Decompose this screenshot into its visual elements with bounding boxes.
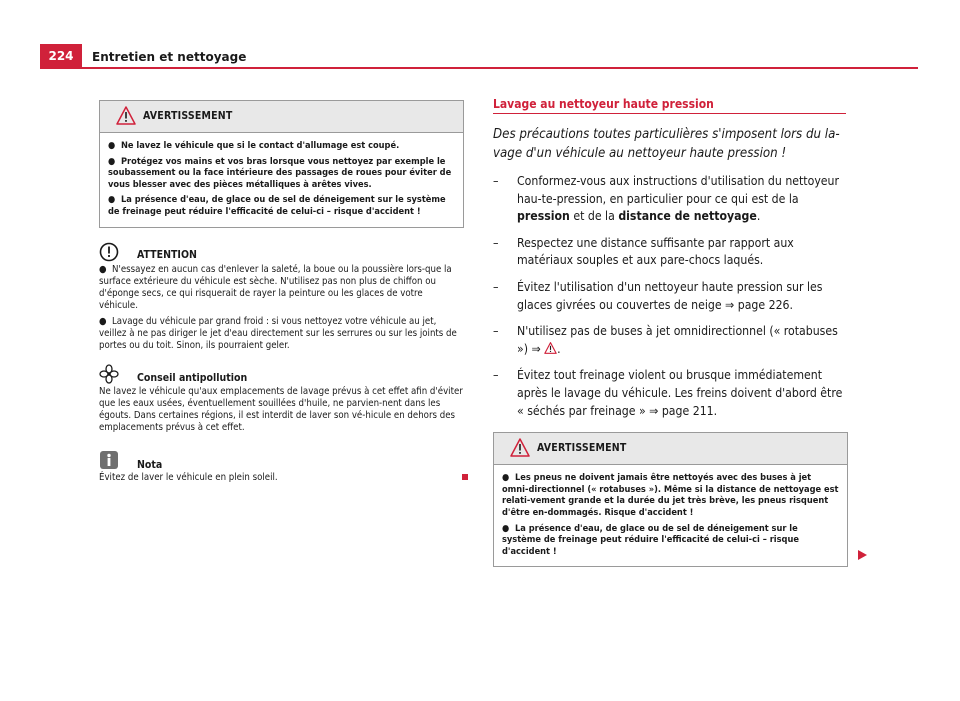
attention-item: ● Lavage du véhicule par grand froid : si vous nettoyez votre véhicule au jet, veillez à ne pas diriger le jet d'eau directement sur les serrures ou sur les joints de portes ou du toit. Sinon, ils pourraient geler.: [99, 315, 457, 351]
warning-header: [100, 101, 463, 133]
warning-header: [494, 433, 847, 465]
eco-header: [99, 364, 464, 386]
warning-box-right: [493, 432, 848, 567]
warning-title: AVERTISSEMENT: [537, 442, 627, 455]
warning-triangle-icon: [544, 342, 557, 354]
exclamation-circle-icon: [99, 242, 119, 262]
warning-body: [494, 465, 847, 566]
header-rule: [40, 67, 918, 69]
eco-body: [99, 386, 464, 434]
eco-text: Ne lavez le véhicule qu'aux emplacements de lavage prévus à cet effet afin d'éviter que les eaux usées, éventuellement souillées d'huile, ne parvien-nent dans les égouts. Dans certaines régions, il est interdit de laver son vé-hicule en dehors des emplacements prévus à cet effet.: [99, 385, 463, 433]
list-item: – Évitez l'utilisation d'un nettoyeur haute pression sur les glaces givrées ou couvertes de neige ⇒ page 226.: [493, 279, 823, 312]
note-body: [99, 472, 464, 484]
flower-icon: [99, 364, 119, 384]
warning-title: AVERTISSEMENT: [143, 110, 233, 122]
warning-box-left: [99, 100, 464, 228]
warning-item: ● Protégez vos mains et vos bras lorsque vous nettoyez par exemple le soubassement ou la face intérieure des passages de roues pour éviter de vous blesser avec des pièces métalliques à arêtes vives.: [108, 155, 452, 190]
eco-title: Conseil antipollution: [137, 371, 248, 384]
note-text: Évitez de laver le véhicule en plein soleil.: [99, 471, 278, 483]
list-item: – N'utilisez pas de buses à jet omnidirectionnel (« rotabuses ») ⇒ .: [493, 324, 838, 356]
page-title: Entretien et nettoyage: [92, 50, 247, 64]
note-title: Nota: [137, 458, 163, 471]
warning-body: [100, 133, 463, 227]
section-title: Lavage au nettoyeur haute pression: [493, 98, 846, 114]
warning-item: ● Ne lavez le véhicule que si le contact d'allumage est coupé.: [108, 140, 400, 151]
page-number: 224: [40, 44, 82, 68]
list-item: – Conformez-vous aux instructions d'utilisation du nettoyeur hau-te-pression, en particulier pour ce qui est de la pression et de la distance de nettoyage.: [493, 174, 840, 224]
warning-item: ● La présence d'eau, de glace ou de sel de déneigement sur le système de freinage peut réduire l'efficacité de celui-ci – risque d'accident !: [502, 522, 799, 557]
warning-triangle-icon: [116, 106, 136, 125]
section-intro: Des précautions toutes particulières s'imposent lors du la-vage d'un véhicule au nettoyeur haute pression !: [493, 127, 840, 161]
attention-body: [99, 264, 464, 352]
continue-arrow-icon: [858, 550, 867, 560]
note-header: [99, 450, 464, 472]
section-end-marker: [462, 474, 468, 480]
left-column: [99, 100, 464, 488]
list-item: – Respectez une distance suffisante par rapport aux matériaux souples et aux pare-chocs laqués.: [493, 235, 794, 268]
attention-item: ● N'essayez en aucun cas d'enlever la saleté, la boue ou la poussière lors-que la surface extérieure du véhicule est sèche. N'utilisez pas non plus de chiffon ou d'éponge secs, ce qui risquerait de rayer la peinture ou les glaces de votre véhicule.: [99, 263, 452, 311]
attention-title: ATTENTION: [137, 248, 197, 261]
right-column: [493, 98, 849, 567]
info-icon: [99, 450, 119, 470]
step-list: [493, 173, 849, 420]
warning-triangle-icon: [510, 438, 530, 457]
page-header: [0, 0, 960, 70]
warning-item: ● La présence d'eau, de glace ou de sel de déneigement sur le système de freinage peut réduire l'efficacité de celui-ci – risque d'accident !: [108, 194, 446, 217]
attention-header: [99, 242, 464, 264]
list-item: – Évitez tout freinage violent ou brusque immédiatement après le lavage du véhicule. Les freins doivent d'abord être « séchés par freinage » ⇒ page 211.: [493, 368, 843, 418]
warning-item: ● Les pneus ne doivent jamais être nettoyés avec des buses à jet omni-directionnel (« rotabuses »). Même si la distance de nettoyage est relati-vement grande et la durée du jet très brève, les pneus risquent d'être en-dommagés. Risque d'accident !: [502, 472, 839, 518]
